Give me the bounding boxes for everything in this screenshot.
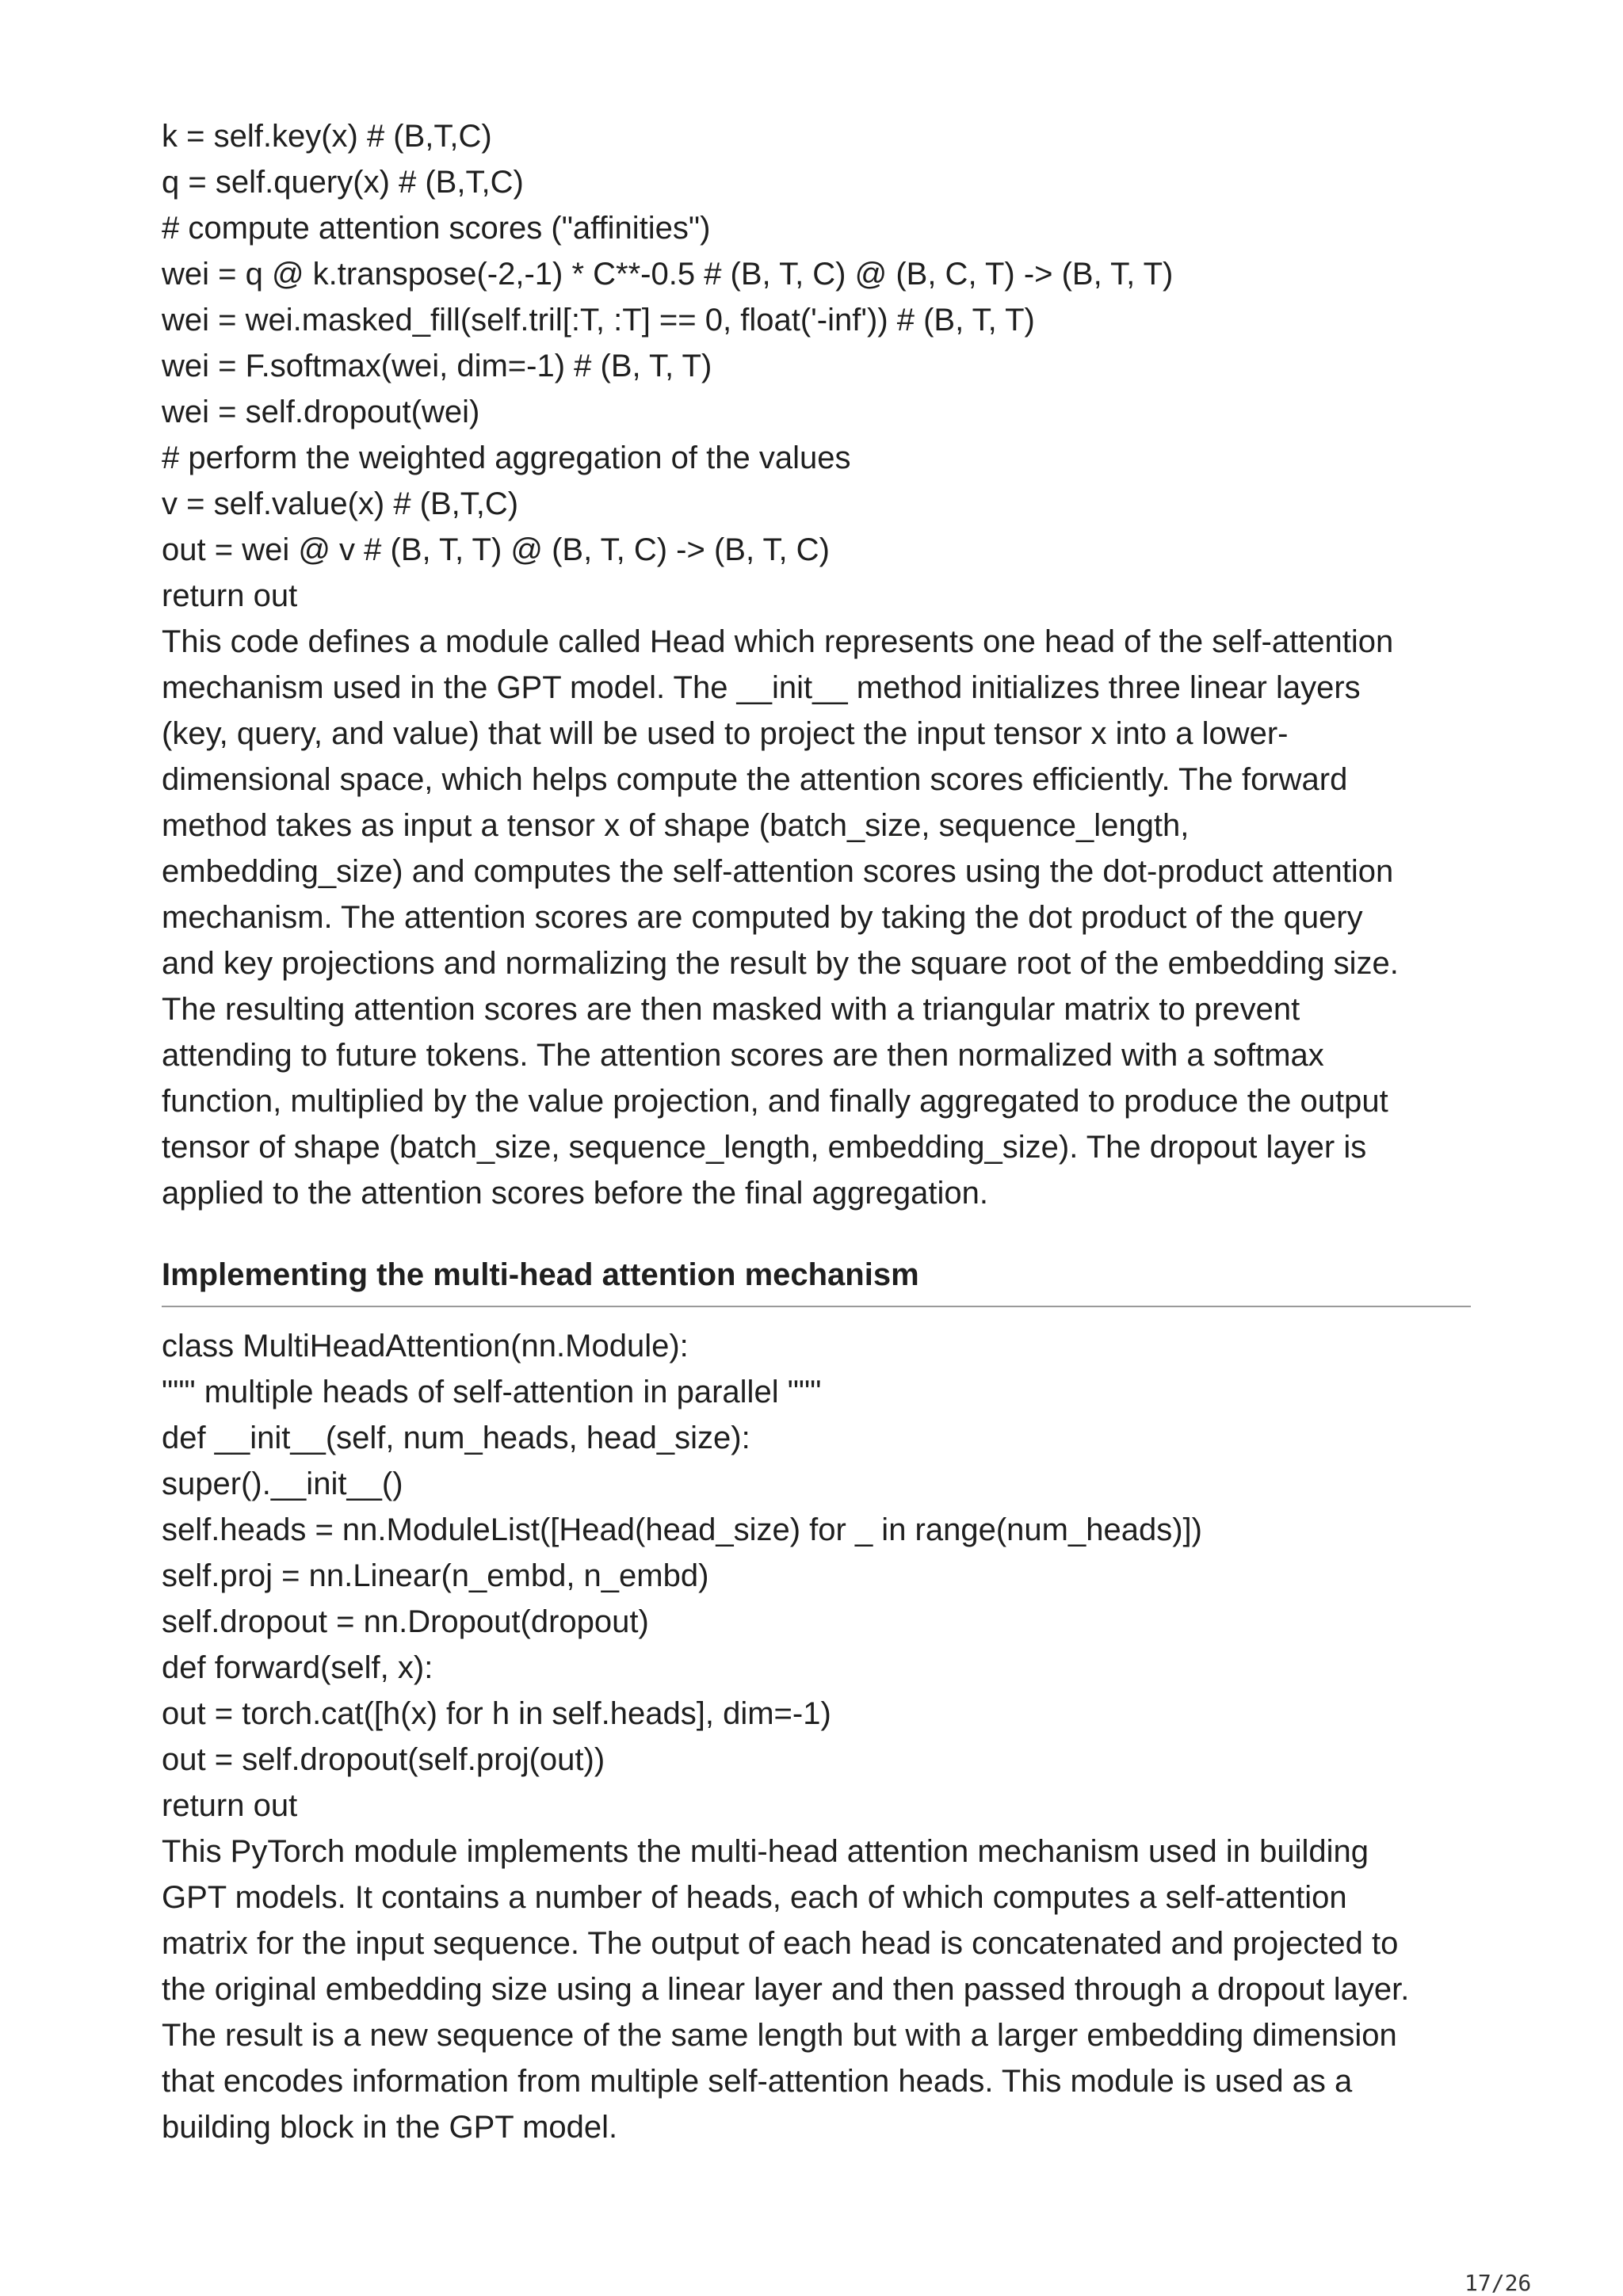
code-line: wei = self.dropout(wei) [162, 395, 480, 429]
paragraph-line: the original embedding size using a linear layer and then passed through a dropout layer. [162, 1972, 1410, 2007]
code-line: # compute attention scores ("affinities") [162, 211, 711, 246]
code-line: out = wei @ v # (B, T, T) @ (B, T, C) -> (B, T, C) [162, 532, 830, 567]
multihead-description-paragraph [162, 1829, 1469, 2150]
document-page [162, 113, 1469, 2150]
paragraph-line: and key projections and normalizing the result by the square root of the embedding size. [162, 946, 1399, 981]
code-line: wei = q @ k.transpose(-2,-1) * C**-0.5 # (B, T, C) @ (B, C, T) -> (B, T, T) [162, 257, 1174, 292]
code-line: """ multiple heads of self-attention in parallel """ [162, 1375, 822, 1409]
paragraph-line: GPT models. It contains a number of heads, each of which computes a self-attention [162, 1880, 1347, 1915]
code-line: self.dropout = nn.Dropout(dropout) [162, 1604, 649, 1639]
paragraph-line: building block in the GPT model. [162, 2110, 618, 2145]
code-line: wei = F.softmax(wei, dim=-1) # (B, T, T) [162, 349, 712, 383]
code-line: super().__init__() [162, 1466, 403, 1501]
paragraph-line: mechanism used in the GPT model. The __init__ method initializes three linear layers [162, 670, 1361, 705]
code-line: # perform the weighted aggregation of the values [162, 441, 851, 475]
paragraph-line: matrix for the input sequence. The output of each head is concatenated and projected to [162, 1926, 1399, 1961]
code-line: def __init__(self, num_heads, head_size): [162, 1421, 750, 1455]
paragraph-line: that encodes information from multiple self-attention heads. This module is used as a [162, 2064, 1353, 2099]
code-line: out = self.dropout(self.proj(out)) [162, 1742, 605, 1777]
paragraph-line: dimensional space, which helps compute the attention scores efficiently. The forward [162, 762, 1348, 797]
paragraph-line: method takes as input a tensor x of shape (batch_size, sequence_length, [162, 808, 1190, 843]
paragraph-line: (key, query, and value) that will be used to project the input tensor x into a lower- [162, 716, 1289, 751]
paragraph-line: function, multiplied by the value projection, and finally aggregated to produce the output [162, 1084, 1388, 1119]
code-line: v = self.value(x) # (B,T,C) [162, 486, 519, 521]
code-line: def forward(self, x): [162, 1650, 433, 1685]
code-line: return out [162, 1788, 298, 1823]
code-line: return out [162, 578, 298, 613]
code-line: self.proj = nn.Linear(n_embd, n_embd) [162, 1558, 709, 1593]
code-block-head [162, 113, 1469, 619]
paragraph-line: This code defines a module called Head which represents one head of the self-attention [162, 624, 1394, 659]
section-heading: Implementing the multi-head attention mechanism [162, 1252, 1471, 1307]
paragraph-line: This PyTorch module implements the multi-head attention mechanism used in building [162, 1834, 1369, 1869]
paragraph-line: mechanism. The attention scores are computed by taking the dot product of the query [162, 900, 1363, 935]
paragraph-line: applied to the attention scores before the final aggregation. [162, 1176, 988, 1211]
paragraph-line: tensor of shape (batch_size, sequence_length, embedding_size). The dropout layer is [162, 1130, 1367, 1165]
paragraph-line: attending to future tokens. The attention scores are then normalized with a softmax [162, 1038, 1324, 1073]
code-line: k = self.key(x) # (B,T,C) [162, 119, 492, 154]
code-line: class MultiHeadAttention(nn.Module): [162, 1329, 689, 1363]
head-description-paragraph [162, 619, 1469, 1216]
code-line: out = torch.cat([h(x) for h in self.heads], dim=-1) [162, 1696, 831, 1731]
code-line: q = self.query(x) # (B,T,C) [162, 165, 524, 200]
code-line: wei = wei.masked_fill(self.tril[:T, :T] == 0, float('-inf')) # (B, T, T) [162, 303, 1035, 338]
code-line: self.heads = nn.ModuleList([Head(head_size) for _ in range(num_heads)]) [162, 1512, 1202, 1547]
paragraph-line: embedding_size) and computes the self-attention scores using the dot-product attention [162, 854, 1394, 889]
paragraph-line: The resulting attention scores are then masked with a triangular matrix to prevent [162, 992, 1300, 1027]
page-number: 17/26 [1465, 2270, 1532, 2296]
paragraph-line: The result is a new sequence of the same length but with a larger embedding dimension [162, 2018, 1397, 2053]
code-block-multihead [162, 1323, 1469, 1829]
